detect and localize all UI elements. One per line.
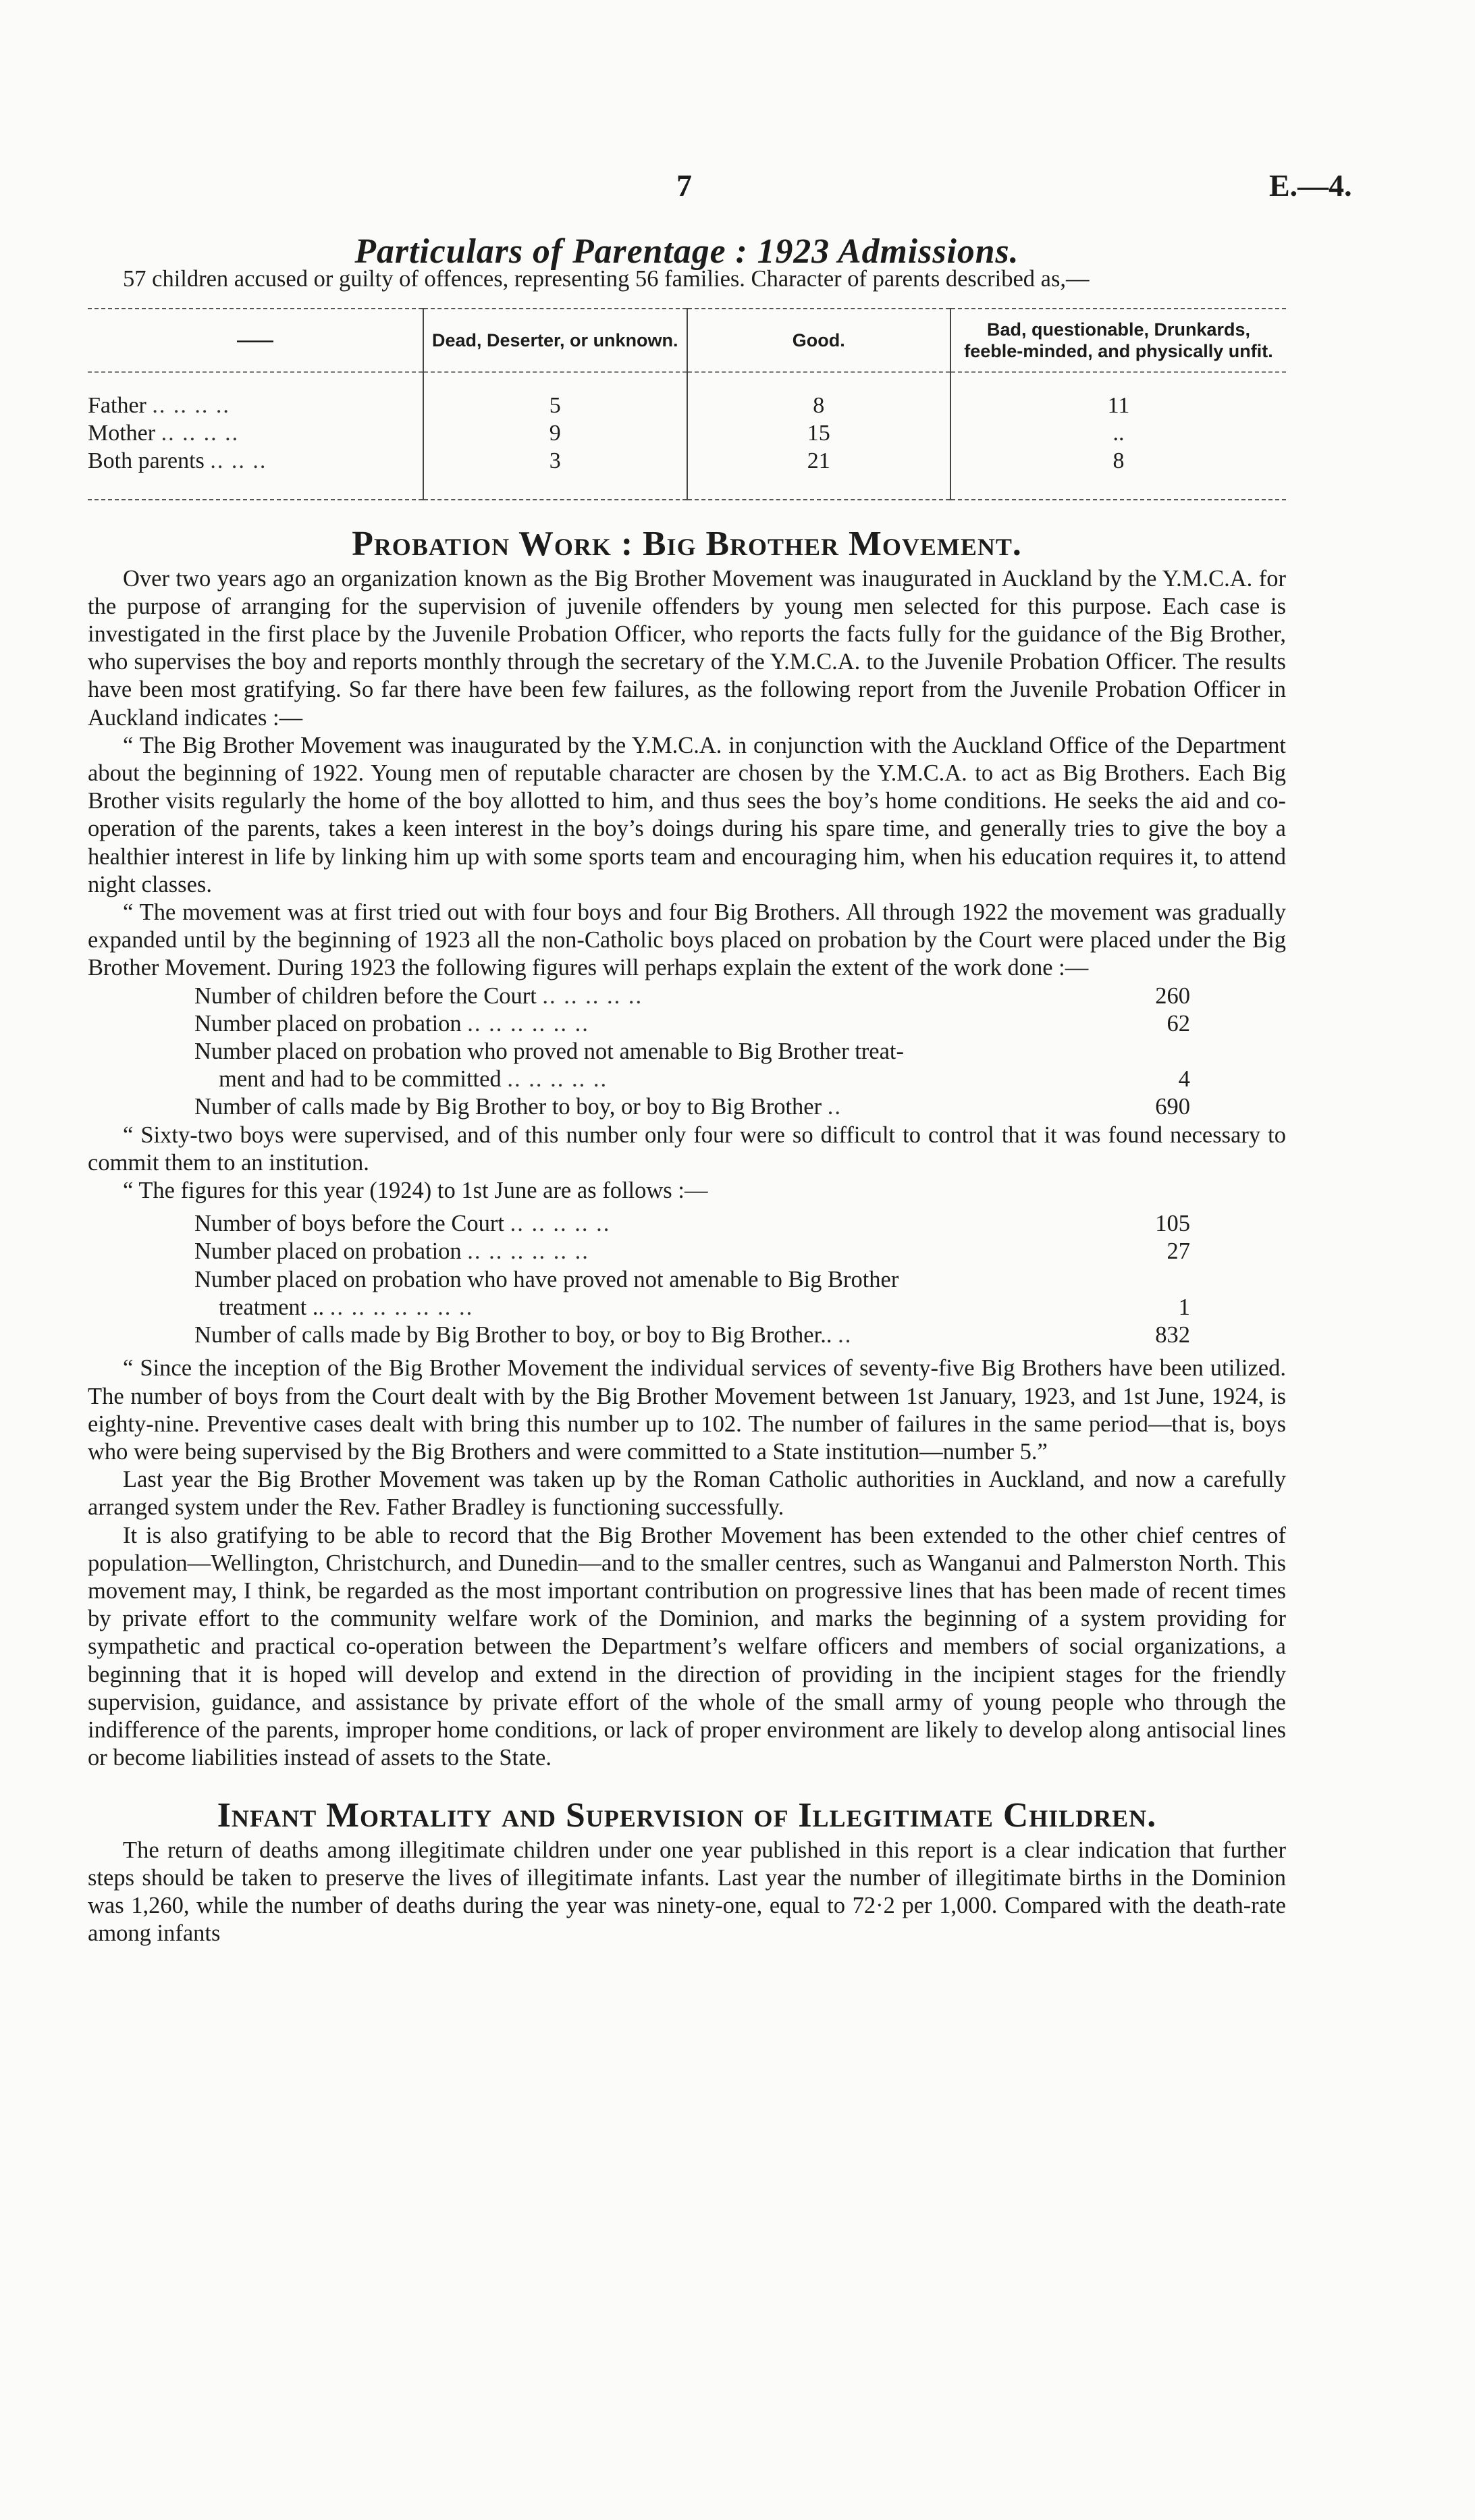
- table-cell: 5: [423, 372, 687, 419]
- stat-label: Number placed on probation: [194, 1238, 462, 1265]
- row-label-cell: [88, 447, 423, 500]
- paragraph: The return of deaths among illegitimate children under one year published in this report is a clear indication that further steps should be taken to preserve the lives of illegitimate infants. Last year the number of illegitimate births in the Dominion was 1,260, while the number of deaths during the year was ninety-one, equal to 72·2 per 1,000. Compared with the death-rate among infants: [88, 1837, 1286, 1947]
- table-cell: 8: [950, 447, 1286, 500]
- stats-1924: [88, 1210, 1286, 1349]
- stat-value: 27: [1166, 1238, 1190, 1265]
- column-header: Good.: [687, 309, 951, 372]
- stat-label: Number of calls made by Big Brother to boy, or boy to Big Brother: [194, 1094, 822, 1120]
- stat-label: Number of children before the Court: [194, 982, 537, 1009]
- stat-label: Number placed on probation: [194, 1010, 462, 1036]
- paragraph: “ Sixty-two boys were supervised, and of this number only four were so difficult to control that it was found necessary to commit them to an institution.: [88, 1122, 1286, 1176]
- stat-value: 62: [1166, 1010, 1190, 1036]
- stat-row: [88, 1010, 1286, 1038]
- stat-row: [88, 1238, 1286, 1265]
- table-cell: ..: [950, 419, 1286, 447]
- paragraph: “ Since the inception of the Big Brother Movement the individual services of seventy-five Big Brothers have been utilized. The number of boys from the Court dealt with by the Big Brother Movement between 1st January, 1923, and 1st June, 1924, is eighty-nine. Preventive cases dealt with bring this number up to 102. The number of failures in the same period—that is, boys who were being supervised by the Big Brothers and were committed to a State institution—number 5.”: [88, 1355, 1286, 1465]
- row-label-cell: [88, 419, 423, 447]
- table-cell: 3: [423, 447, 687, 500]
- column-header: Bad, questionable, Drunkards, feeble-minded, and physically unfit.: [950, 309, 1286, 372]
- table-cell: 11: [950, 372, 1286, 419]
- row-label-cell: [88, 372, 423, 419]
- page-number: 7: [676, 168, 692, 203]
- paragraph: It is also gratifying to be able to record that the Big Brother Movement has been extended to the other chief centres of population—Wellington, Christchurch, and Dunedin—and to the smaller centres, such as Wanganui and Palmerston North. This movement may, I think, be regarded as the most important contribution on progressive lines that has been made of recent times by private effort to the community welfare work of the Dominion, and marks the beginning of a system providing for sympathetic and practical co-operation between the Department’s welfare officers and members of social organizations, a beginning that it is hoped will develop and extend in the direction of providing in the incipient stages for the friendly supervision, guidance, and assistance by private effort of the whole of the small army of young people who through the indifference of the parents, improper home conditions, or lack of proper environment are likely to develop along antisocial lines or become liabilities instead of assets to the State.: [88, 1522, 1286, 1771]
- table-cell: 8: [687, 372, 951, 419]
- column-header: ——: [88, 309, 423, 372]
- stat-label: Number placed on probation who proved not amenable to Big Brother treat-: [194, 1039, 904, 1065]
- leader-dots: .. .. .. ..: [152, 393, 230, 419]
- stat-label: Number placed on probation who have proved not amenable to Big Brother: [194, 1266, 899, 1292]
- infant-mortality-heading: Infant Mortality and Supervision of Illegitimate Children.: [217, 1796, 1157, 1835]
- page-header: [0, 167, 1475, 215]
- table-row: [88, 447, 1286, 500]
- stat-row: [88, 982, 1286, 1010]
- row-label: Both parents: [88, 448, 205, 474]
- leader-dots: .. .. .. .. ..: [507, 1066, 608, 1093]
- stat-label: Number of calls made by Big Brother to boy, or boy to Big Brother..: [194, 1322, 832, 1348]
- stat-value: 1: [1178, 1294, 1190, 1320]
- stat-row: [88, 1066, 1286, 1093]
- stat-row: [88, 1210, 1286, 1238]
- stat-label: Number of boys before the Court: [194, 1211, 504, 1237]
- probation-heading: Probation Work : Big Brother Movement.: [352, 525, 1022, 564]
- column-header: Dead, Deserter, or unknown.: [423, 309, 687, 372]
- paragraph: Over two years ago an organization known as the Big Brother Movement was inaugurated in Auckland by the Y.M.C.A. for the purpose of arranging for the supervision of juvenile offenders by young men selected for this purpose. Each case is investigated in the first place by the Juvenile Probation Officer, who reports the facts fully for the guidance of the Big Brother, who supervises the boy and reports monthly through the secretary of the Y.M.C.A. to the Juvenile Probation Officer. The results have been most gratifying. So far there have been few failures, as the following report from the Juvenile Probation Officer in Auckland indicates :—: [88, 565, 1286, 731]
- parentage-section: [88, 232, 1286, 500]
- stat-row: [88, 1294, 1286, 1321]
- stats-1923: [88, 982, 1286, 1122]
- parentage-intro: 57 children accused or guilty of offences, representing 56 families. Character of parents described as,—: [123, 266, 1090, 292]
- leader-dots: .. .. .. .. ..: [510, 1211, 611, 1237]
- leader-dots: .. .. .. .. .. ..: [467, 1010, 589, 1036]
- table-header-row: [88, 309, 1286, 372]
- stat-row: [88, 1266, 1286, 1294]
- stat-row: [88, 1038, 1286, 1066]
- leader-dots: ..: [827, 1094, 842, 1120]
- stat-value: 832: [1155, 1322, 1190, 1348]
- stat-label: treatment ..: [219, 1294, 325, 1320]
- infant-mortality-section: [88, 1796, 1286, 1947]
- leader-dots: ..: [838, 1322, 853, 1348]
- paragraph: “ The Big Brother Movement was inaugurated by the Y.M.C.A. in conjunction with the Auckland Office of the Department about the beginning of 1922. Young men of reputable character are chosen by the Y.M.C.A. to act as Big Brothers. Each Big Brother visits regularly the home of the boy allotted to him, and thus sees the boy’s home conditions. He seeks the aid and co-operation of the parents, takes a keen interest in the boy’s doings during his spare time, and generally tries to give the boy a healthier interest in life by linking him up with some sports team and encouraging him, when his education requires it, to attend night classes.: [88, 732, 1286, 897]
- stat-value: 105: [1155, 1211, 1190, 1237]
- leader-dots: .. .. .. .. .. ..: [467, 1238, 589, 1265]
- leader-dots: .. .. .. .. .. .. ..: [329, 1294, 474, 1320]
- page-content: [88, 232, 1286, 1947]
- table-cell: 15: [687, 419, 951, 447]
- row-label: Father: [88, 393, 146, 419]
- probation-section: [88, 525, 1286, 1772]
- row-label: Mother: [88, 421, 156, 446]
- table-cell: 21: [687, 447, 951, 500]
- stat-value: 260: [1155, 982, 1190, 1009]
- parentage-table: [88, 308, 1286, 500]
- table-row: [88, 419, 1286, 447]
- paragraph: “ The movement was at first tried out with four boys and four Big Brothers. All through 1922 the movement was gradually expanded until by the beginning of 1923 all the non-Catholic boys placed on probation by the Court were placed under the Big Brother Movement. During 1923 the following figures will perhaps explain the extent of the work done :—: [88, 899, 1286, 981]
- document-reference: E.—4.: [1269, 168, 1352, 203]
- paragraph: “ The figures for this year (1924) to 1st June are as follows :—: [123, 1178, 708, 1204]
- stat-value: 690: [1155, 1094, 1190, 1120]
- table-cell: 9: [423, 419, 687, 447]
- stat-value: 4: [1178, 1066, 1190, 1093]
- stat-label: ment and had to be committed: [219, 1066, 502, 1093]
- parentage-heading: Particulars of Parentage : 1923 Admissions.: [354, 232, 1019, 271]
- leader-dots: .. .. ..: [210, 448, 267, 474]
- leader-dots: .. .. .. ..: [161, 421, 240, 446]
- table-row: [88, 372, 1286, 419]
- stat-row: [88, 1093, 1286, 1121]
- paragraph: Last year the Big Brother Movement was taken up by the Roman Catholic authorities in Auckland, and now a carefully arranged system under the Rev. Father Bradley is functioning successfully.: [88, 1467, 1286, 1521]
- stat-row: [88, 1321, 1286, 1349]
- leader-dots: .. .. .. .. ..: [542, 982, 643, 1009]
